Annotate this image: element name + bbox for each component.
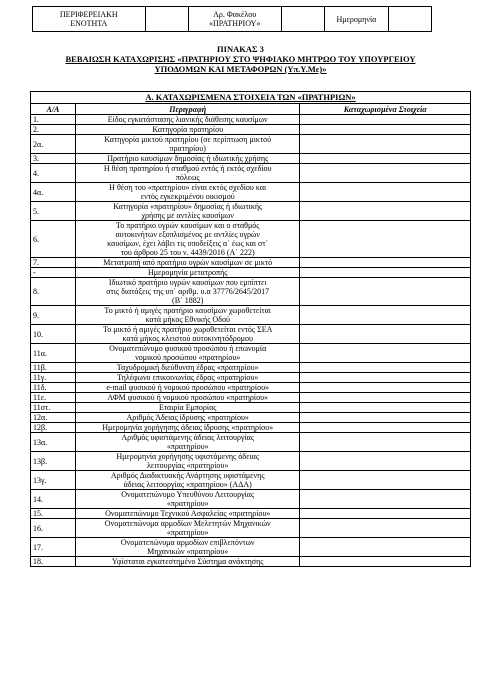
row-description	[75, 164, 300, 183]
header-table	[32, 6, 432, 32]
row-number: 12β.	[31, 423, 76, 433]
row-description-line: Είδος εγκατάστασης λιανικής διάθεσης καυσίμων	[107, 115, 268, 124]
row-number: 3.	[31, 154, 76, 164]
row-description	[75, 135, 300, 154]
column-header-data: Καταχωρισμένα Στοιχεία	[300, 104, 471, 115]
row-description	[75, 363, 300, 373]
table-row	[31, 202, 471, 221]
table-row	[31, 258, 471, 268]
column-header-desc: Περιγραφή	[75, 104, 300, 115]
row-description-line: Το μικτό ή αμιγές πρατήριο χωροθετείται εντός ΣΕΑ	[102, 325, 273, 334]
row-registered-data	[300, 344, 471, 363]
row-description	[75, 268, 300, 278]
row-description-line: Ημερομηνία χορήγησης υφιστάμενης άδειας	[116, 452, 260, 461]
row-description	[75, 278, 300, 306]
file-value-cell	[281, 7, 324, 32]
row-registered-data	[300, 403, 471, 413]
table-row	[31, 306, 471, 325]
table-row	[31, 344, 471, 363]
row-description-line: ΑΦΜ φυσικού ή νομικού προσώπου «πρατηρίου»	[107, 393, 269, 402]
row-description-line: Εταιρία Εμπορίας	[158, 403, 217, 412]
row-description-line: Τηλέφωνο επικοινωνίας έδρας «πρατηρίου»	[117, 373, 259, 382]
table-row	[31, 538, 471, 557]
row-description-line: Ταχυδρομική διεύθυνση έδρας «πρατηρίου»	[116, 363, 259, 372]
row-description-line: Μηχανικών «πρατηρίου»	[147, 547, 229, 556]
table-row	[31, 268, 471, 278]
file-cell	[188, 7, 281, 32]
row-description-line: Αριθμός Διαδικτυακής Ανάρτησης υφιστάμενης	[110, 471, 265, 480]
row-description-line: νομικού προσώπου «πρατηρίου»	[135, 353, 241, 362]
row-description	[75, 423, 300, 433]
table-row	[31, 183, 471, 202]
row-description	[75, 115, 300, 125]
row-description-line: πρατηρίου)	[169, 144, 206, 153]
row-description	[75, 393, 300, 403]
table-row	[31, 452, 471, 471]
row-number: 4.	[31, 164, 76, 183]
row-description	[75, 471, 300, 490]
row-registered-data	[300, 154, 471, 164]
row-description	[75, 344, 300, 363]
row-description	[75, 413, 300, 423]
column-header-num: Α/Α	[31, 104, 76, 115]
row-description-line: Ιδιωτικό πρατήριο υγρών καυσίμων που εμπίπτει	[108, 278, 267, 287]
row-number: 5.	[31, 202, 76, 221]
row-number: 18.	[31, 557, 76, 567]
row-number: 9.	[31, 306, 76, 325]
table-row	[31, 413, 471, 423]
row-description	[75, 202, 300, 221]
row-number: 4α.	[31, 183, 76, 202]
row-number: 12α.	[31, 413, 76, 423]
row-registered-data	[300, 393, 471, 403]
row-description-line: Ονοματεπώνυμο φυσικού προσώπου ή επωνυμία	[109, 344, 267, 353]
row-description	[75, 383, 300, 393]
row-description-line: Η θέση του «πρατηρίου» είναι εκτός σχεδίου και	[109, 183, 267, 192]
row-description-line: Κατηγορία μικτού πρατηρίου (σε περίπτωση μικτού	[104, 135, 272, 144]
row-description	[75, 125, 300, 135]
row-registered-data	[300, 135, 471, 154]
table-row	[31, 557, 471, 567]
row-registered-data	[300, 164, 471, 183]
row-description	[75, 490, 300, 509]
row-registered-data	[300, 423, 471, 433]
row-number: 11δ.	[31, 383, 76, 393]
row-description	[75, 325, 300, 344]
row-registered-data	[300, 363, 471, 373]
row-number: 13α.	[31, 433, 76, 452]
row-registered-data	[300, 509, 471, 519]
table-row	[31, 509, 471, 519]
table-row	[31, 164, 471, 183]
row-registered-data	[300, 519, 471, 538]
row-registered-data	[300, 268, 471, 278]
table-row	[31, 363, 471, 373]
row-description-line: «πρατηρίου»	[166, 499, 209, 508]
region-value-cell	[145, 7, 188, 32]
row-number: 8.	[31, 278, 76, 306]
row-description-line: «πρατηρίου»	[166, 528, 209, 537]
row-description-line: Ονοματεπώνυμα αρμοδίων Μελετητών Μηχανικών	[104, 519, 271, 528]
row-description-line: Ονοματεπώνυμο Υπευθύνου Λειτουργίας	[121, 490, 255, 499]
row-description-line: Η θέση πρατηρίου ή σταθμού εντός ή εκτός σχεδίου	[103, 164, 272, 173]
row-description-line: e-mail φυσικού ή νομικού προσώπου «πρατηρίου»	[106, 383, 270, 392]
row-description-line: «πρατηρίου»	[166, 442, 209, 451]
row-description	[75, 519, 300, 538]
row-description-line: καυσίμων, έχει λάβει τις υποδείξεις α΄ έως και στ΄	[107, 239, 269, 248]
row-description	[75, 403, 300, 413]
row-number: 13β.	[31, 452, 76, 471]
row-description	[75, 452, 300, 471]
row-registered-data	[300, 125, 471, 135]
file-label-line1: Αρ. Φακέλου	[213, 10, 257, 19]
file-label-line2: «ΠΡΑΤΗΡΙΟΥ»	[209, 19, 261, 28]
row-registered-data	[300, 115, 471, 125]
row-number: 11β.	[31, 363, 76, 373]
row-description-line: χρήσης με αντλίες καυσίμων	[141, 211, 234, 220]
row-description-line: Το μικτό ή αμιγές πρατήριο καυσίμων χωροθετείται	[104, 306, 271, 315]
table-row	[31, 115, 471, 125]
table-row	[31, 154, 471, 164]
row-number: 6.	[31, 221, 76, 258]
table-row	[31, 373, 471, 383]
table-row	[31, 471, 471, 490]
date-cell: Ημερομηνία	[324, 7, 388, 32]
row-description	[75, 373, 300, 383]
table-row	[31, 125, 471, 135]
region-label-line1: ΠΕΡΙΦΕΡΕΙΑΚΗ	[59, 10, 118, 19]
row-registered-data	[300, 278, 471, 306]
row-number: 11α.	[31, 344, 76, 363]
row-number: 10.	[31, 325, 76, 344]
row-description-line: Ημερομηνία χορήγησης άδειας ίδρυσης «πρατηρίου»	[102, 423, 274, 432]
row-description-line: Κατηγορία πρατηρίου	[152, 125, 224, 134]
row-registered-data	[300, 383, 471, 393]
section-title: Α. ΚΑΤΑΧΩΡΙΣΜΕΝΑ ΣΤΟΙΧΕΙΑ ΤΩΝ «ΠΡΑΤΗΡΙΩΝ»	[31, 92, 471, 104]
row-number: 11ε.	[31, 393, 76, 403]
row-description	[75, 154, 300, 164]
row-description-line: Αριθμός υφιστάμενης άδειας λειτουργίας	[121, 433, 255, 442]
row-registered-data	[300, 413, 471, 423]
row-number: 17.	[31, 538, 76, 557]
row-number: -	[31, 268, 76, 278]
row-description	[75, 306, 300, 325]
row-description-line: πόλεως	[175, 173, 200, 182]
table-number: ΠΙΝΑΚΑΣ 3	[217, 44, 264, 54]
row-registered-data	[300, 433, 471, 452]
row-number: 15.	[31, 509, 76, 519]
row-description	[75, 258, 300, 268]
row-description-line: Ημερομηνία μετατροπής	[147, 268, 228, 277]
row-number: 2α.	[31, 135, 76, 154]
row-registered-data	[300, 373, 471, 383]
row-description	[75, 183, 300, 202]
row-description-line: κατά μήκος κλειστού αυτοκινητόδρομου	[122, 334, 253, 343]
table-row	[31, 325, 471, 344]
region-cell	[33, 7, 146, 32]
row-registered-data	[300, 183, 471, 202]
table-row	[31, 519, 471, 538]
row-registered-data	[300, 557, 471, 567]
date-value-cell	[388, 7, 431, 32]
row-description-line: του άρθρου 25 του ν. 4439/2016 (Α΄ 222)	[120, 248, 255, 257]
row-description-line: Κατηγορία «πρατηρίου» δημοσίας ή ιδιωτικής	[113, 202, 263, 211]
row-description-line: (Β΄ 1882)	[172, 296, 204, 305]
row-registered-data	[300, 538, 471, 557]
row-registered-data	[300, 452, 471, 471]
row-description	[75, 433, 300, 452]
row-description	[75, 509, 300, 519]
row-registered-data	[300, 258, 471, 268]
table-row	[31, 433, 471, 452]
row-description	[75, 221, 300, 258]
row-description-line: Το πρατήριο υγρών καυσίμων και ο σταθμός	[115, 221, 260, 230]
table-row	[31, 393, 471, 403]
row-description-line: Πρατήριο καυσίμων δημοσίας ή ιδιωτικής χρήσης	[107, 154, 269, 163]
table-row	[31, 278, 471, 306]
row-description-line: κατά μήκος Εθνικής Οδού	[145, 315, 230, 324]
row-number: 7.	[31, 258, 76, 268]
row-number: 2.	[31, 125, 76, 135]
row-registered-data	[300, 202, 471, 221]
row-description-line: Ονοματεπώνυμο Τεχνικού Ασφαλείας «πρατηρίου»	[105, 509, 271, 518]
document-title-line2: ΥΠΟΔΟΜΩΝ ΚΑΙ ΜΕΤΑΦΟΡΩΝ (Υπ.Υ.Με)»	[154, 64, 327, 74]
row-description-line: Μετατροπή από πρατήριο υγρών καυσίμων σε μικτό	[103, 258, 273, 267]
row-registered-data	[300, 471, 471, 490]
table-row	[31, 221, 471, 258]
document-title-line1: ΒΕΒΑΙΩΣΗ ΚΑΤΑΧΩΡΙΣΗΣ «ΠΡΑΤΗΡΙΟΥ ΣΤΟ ΨΗΦΙΑΚΟ ΜΗΤΡΩΟ ΤΟΥ ΥΠΟΥΡΓΕΙΟΥ	[65, 54, 416, 64]
table-row	[31, 423, 471, 433]
row-description	[75, 557, 300, 567]
row-number: 13γ.	[31, 471, 76, 490]
row-number: 11γ.	[31, 373, 76, 383]
table-row	[31, 135, 471, 154]
row-number: 1.	[31, 115, 76, 125]
row-description-line: άδειας λειτουργίας «πρατηρίου» (ΑΔΑ)	[123, 480, 252, 489]
row-description-line: στις διατάξεις της υπ΄ αριθμ. υ.α 37776/2645/2017	[106, 287, 270, 296]
row-description-line: αυτοκινήτων εξοπλισμένος με αντλίες υγρών	[115, 230, 260, 239]
row-description-line: λειτουργίας «πρατηρίου»	[147, 461, 229, 470]
row-number: 11στ.	[31, 403, 76, 413]
row-registered-data	[300, 490, 471, 509]
row-number: 16.	[31, 519, 76, 538]
row-description	[75, 538, 300, 557]
row-registered-data	[300, 306, 471, 325]
registry-table	[30, 91, 471, 567]
table-row	[31, 490, 471, 509]
row-description-line: Υφίσταται εγκατεστημένο Σύστημα ανάκτησης	[111, 557, 264, 566]
table-row	[31, 383, 471, 393]
row-description-line: Αριθμός Άδειας ίδρυσης «πρατηρίου»	[126, 413, 249, 422]
row-number: 14.	[31, 490, 76, 509]
row-registered-data	[300, 221, 471, 258]
row-description-line: εντός εγκεκριμένου οικισμού	[140, 192, 235, 201]
table-row	[31, 403, 471, 413]
row-description-line: Ονοματεπώνυμα αρμοδίων επιβλεπόντων	[120, 538, 255, 547]
row-registered-data	[300, 325, 471, 344]
region-label-line2: ΕΝΟΤΗΤΑ	[70, 19, 108, 28]
